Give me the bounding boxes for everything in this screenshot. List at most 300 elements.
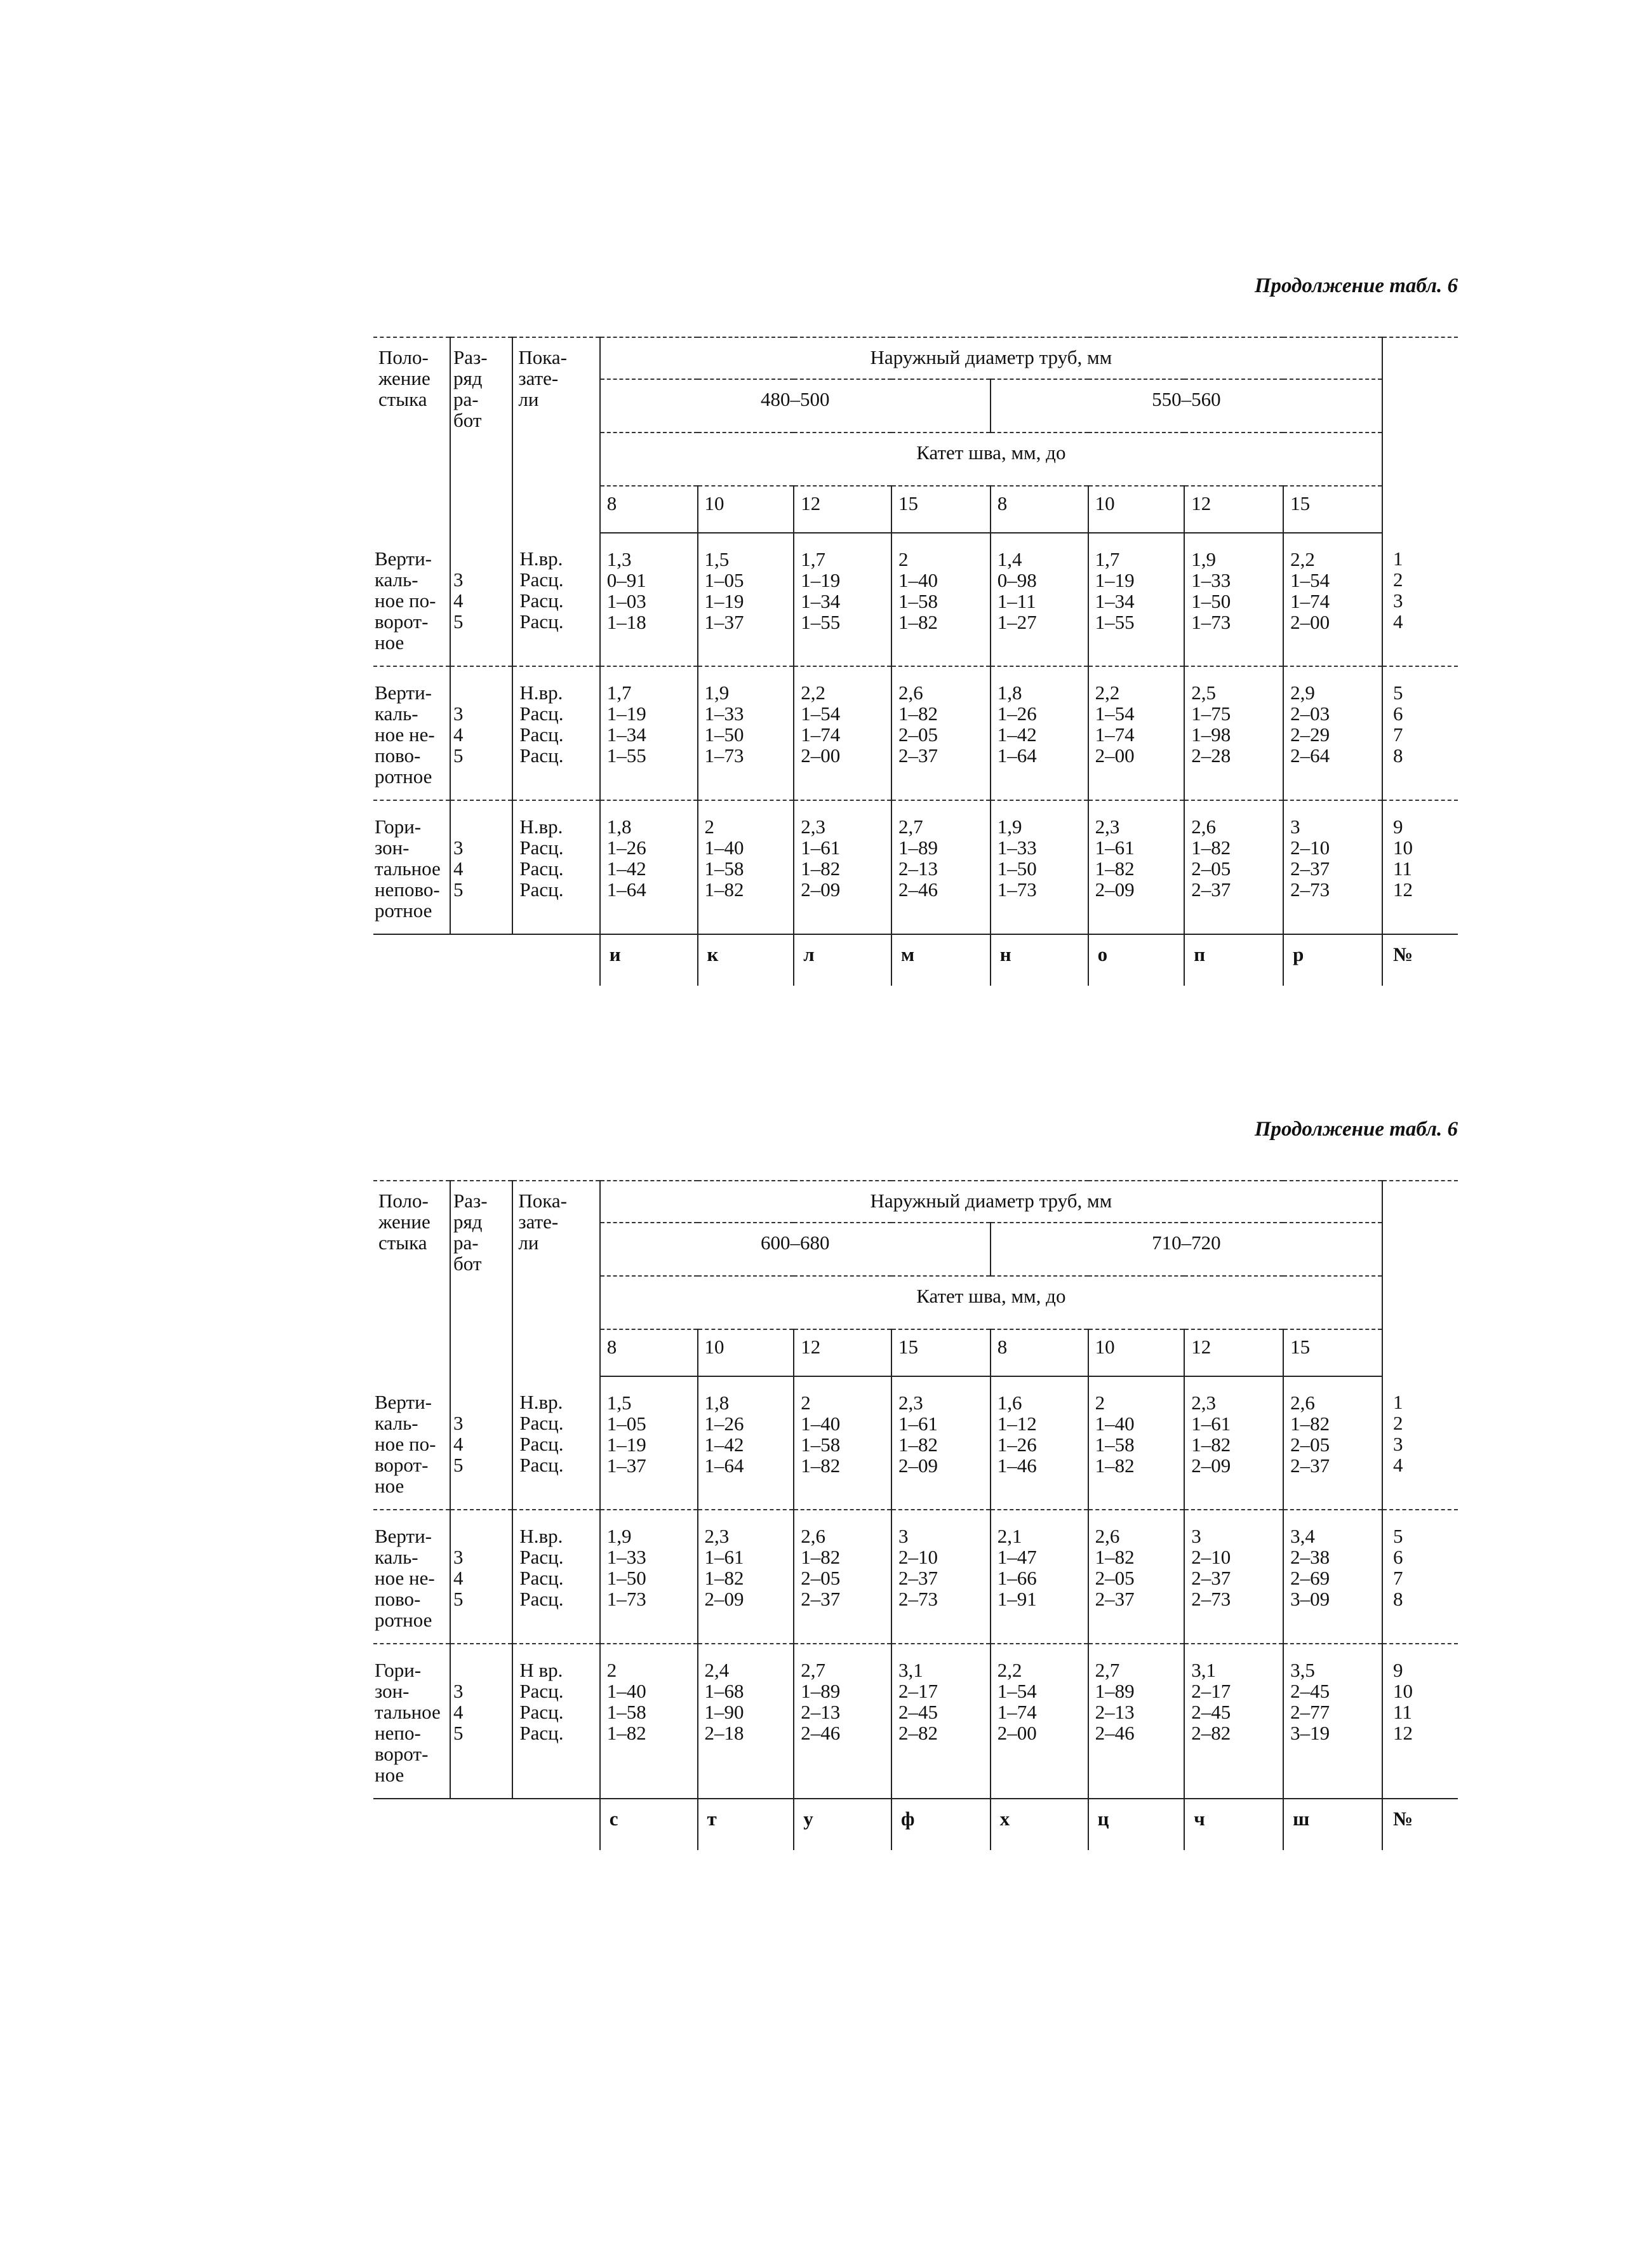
- value-line: 1–58: [606, 1701, 646, 1723]
- katet-value: 12: [794, 486, 891, 533]
- value-line: 1–82: [801, 1546, 841, 1568]
- table-caption: Продолжение табл. 6: [1254, 274, 1458, 297]
- value-line: 2,4: [704, 1659, 730, 1681]
- joint-position: [373, 1376, 450, 1510]
- indicator-line: Расц.: [519, 836, 564, 859]
- position-line: ворот-: [375, 610, 429, 633]
- value-line: 2–18: [704, 1722, 744, 1744]
- table-row: [373, 1644, 1458, 1799]
- value-line: 3: [1191, 1525, 1201, 1547]
- value-cell: [891, 666, 991, 800]
- value-line: 2–45: [1290, 1680, 1330, 1702]
- value-cell: [794, 1644, 891, 1799]
- no-column-header: [1382, 1181, 1458, 1376]
- row-number: 4: [1392, 1454, 1403, 1476]
- row-number: 12: [1392, 878, 1413, 901]
- value-cell: [991, 1644, 1088, 1799]
- value-line: 2–05: [1290, 1433, 1330, 1456]
- value-line: 2–10: [1290, 836, 1330, 859]
- katet-value: 12: [1184, 486, 1283, 533]
- value-line: 1–74: [997, 1701, 1037, 1723]
- norms-table: [373, 337, 1458, 986]
- value-line: 2–00: [801, 744, 841, 767]
- value-line: 2,6: [1290, 1392, 1315, 1414]
- value-cell: [794, 1376, 891, 1510]
- header-line: зате-: [518, 367, 559, 389]
- value-line: 2–17: [1191, 1680, 1231, 1702]
- value-line: 1–19: [801, 569, 841, 591]
- value-line: 1,7: [801, 548, 825, 570]
- position-line: ное по-: [375, 1433, 436, 1455]
- column-letters-row: [373, 1799, 1458, 1850]
- header-line: жение: [378, 367, 430, 389]
- value-line: 1,5: [704, 548, 730, 570]
- value-cell: [991, 800, 1088, 934]
- row-number: 8: [1392, 744, 1403, 767]
- value-line: 1–61: [1191, 1412, 1231, 1435]
- value-line: 2–05: [1191, 857, 1231, 880]
- row-number: 2: [1392, 1412, 1403, 1434]
- worker-grade: [450, 1510, 512, 1644]
- indicator-line: Расц.: [519, 1588, 564, 1610]
- position-line: ротное: [375, 899, 432, 922]
- value-line: 1–91: [997, 1588, 1037, 1610]
- no-column-header: [1382, 337, 1458, 533]
- grade-line: 4: [453, 589, 464, 612]
- katet-value: 8: [600, 486, 698, 533]
- value-line: 1,4: [997, 548, 1022, 570]
- value-line: 3,5: [1290, 1659, 1315, 1681]
- value-line: 2,6: [1095, 1525, 1120, 1547]
- header-line: ра-: [453, 388, 479, 410]
- katet-value: 12: [794, 1329, 891, 1376]
- grade-line: [453, 816, 512, 837]
- value-cell: [600, 1376, 698, 1510]
- position-line: Верти-: [375, 547, 432, 570]
- value-line: 1,9: [1191, 548, 1217, 570]
- header-line: стыка: [378, 1231, 427, 1254]
- value-line: 1–82: [1095, 1546, 1135, 1568]
- value-line: 2: [704, 815, 714, 838]
- value-line: 2,6: [898, 681, 923, 704]
- value-line: 1,9: [704, 681, 730, 704]
- table-row: [373, 1376, 1458, 1510]
- row-numbers: [1382, 1376, 1458, 1510]
- value-line: 1–05: [704, 569, 744, 591]
- row-number: 3: [1392, 1433, 1403, 1455]
- value-line: 1–34: [1095, 590, 1135, 612]
- value-line: 2–73: [1191, 1588, 1231, 1610]
- grade-line: 4: [453, 1567, 464, 1589]
- katet-value: 8: [991, 486, 1088, 533]
- column-letter: к: [698, 934, 794, 986]
- grade-line: 5: [453, 744, 464, 767]
- value-line: 1–82: [1095, 857, 1135, 880]
- value-line: 1–50: [606, 1567, 646, 1589]
- value-line: 1,6: [997, 1392, 1022, 1414]
- indicator-names: [512, 533, 599, 666]
- value-line: 1–40: [801, 1412, 841, 1435]
- grade-line: [453, 1392, 512, 1412]
- katet-value: 10: [1088, 486, 1185, 533]
- value-line: 1,9: [997, 815, 1022, 838]
- col-indicator-header: [512, 1181, 599, 1376]
- worker-grade: [450, 666, 512, 800]
- value-line: 1–26: [606, 836, 646, 859]
- diameter-title: Наружный диаметр труб, мм: [600, 337, 1382, 379]
- indicator-line: Расц.: [519, 878, 564, 901]
- value-line: 2–82: [898, 1722, 938, 1744]
- value-line: 1,3: [606, 548, 632, 570]
- value-line: 1–54: [997, 1680, 1037, 1702]
- header-line: Поло-: [378, 1190, 429, 1212]
- value-line: 1–58: [704, 857, 744, 880]
- value-line: 1–26: [997, 702, 1037, 725]
- value-line: 1–33: [1191, 569, 1231, 591]
- value-line: 2–09: [801, 878, 841, 901]
- indicator-line: Расц.: [519, 610, 564, 633]
- column-letters-row: [373, 934, 1458, 986]
- value-cell: [1088, 800, 1185, 934]
- value-line: 1–61: [1095, 836, 1135, 859]
- value-cell: [891, 1376, 991, 1510]
- value-line: 1–11: [997, 590, 1036, 612]
- value-cell: [1184, 1376, 1283, 1510]
- value-line: 1–40: [1095, 1412, 1135, 1435]
- value-line: 2–45: [898, 1701, 938, 1723]
- row-numbers: [1382, 666, 1458, 800]
- column-letter: ц: [1088, 1799, 1185, 1850]
- value-cell: [1283, 533, 1382, 666]
- value-line: 1–54: [801, 702, 841, 725]
- katet-title: Катет шва, мм, до: [600, 1276, 1382, 1329]
- value-line: 2–73: [1290, 878, 1330, 901]
- value-cell: [600, 800, 698, 934]
- position-line: ное не-: [375, 1567, 435, 1589]
- joint-position: [373, 1644, 450, 1799]
- value-line: 1–05: [606, 1412, 646, 1435]
- indicator-line: Расц.: [519, 1454, 564, 1476]
- value-line: 2–64: [1290, 744, 1330, 767]
- table-row: [373, 533, 1458, 666]
- header-line: ра-: [453, 1231, 479, 1254]
- value-line: 2–05: [1095, 1567, 1135, 1589]
- value-line: 2–17: [898, 1680, 938, 1702]
- value-line: 2–00: [997, 1722, 1037, 1744]
- value-line: 1–40: [606, 1680, 646, 1702]
- joint-position: [373, 533, 450, 666]
- header-line: ряд: [453, 367, 483, 389]
- indicator-names: [512, 666, 599, 800]
- position-line: пово-: [375, 1588, 421, 1610]
- table-row: [373, 1510, 1458, 1644]
- value-cell: [794, 533, 891, 666]
- value-line: 1–42: [997, 723, 1037, 746]
- value-line: 2–37: [1290, 857, 1330, 880]
- header-line: Пока-: [518, 1190, 567, 1212]
- value-line: 1–46: [997, 1454, 1037, 1477]
- value-line: 1,8: [704, 1392, 730, 1414]
- indicator-line: Расц.: [519, 1680, 564, 1702]
- value-cell: [698, 1510, 794, 1644]
- indicator-names: [512, 1644, 599, 1799]
- value-line: 2–10: [1191, 1546, 1231, 1568]
- row-number: 7: [1392, 723, 1403, 746]
- position-line: зон-: [375, 1680, 410, 1702]
- indicator-line: Н.вр.: [519, 815, 563, 838]
- value-line: 1–74: [1290, 590, 1330, 612]
- value-line: 1–73: [1191, 611, 1231, 633]
- header-line: Пока-: [518, 346, 567, 368]
- value-line: 2,2: [801, 681, 825, 704]
- indicator-line: Расц.: [519, 589, 564, 612]
- value-line: 2–37: [801, 1588, 841, 1610]
- value-cell: [1283, 1644, 1382, 1799]
- value-line: 1–64: [606, 878, 646, 901]
- value-cell: [1088, 666, 1185, 800]
- value-line: 1–55: [1095, 611, 1135, 633]
- position-line: Гори-: [375, 815, 422, 838]
- value-line: 2,2: [1290, 548, 1315, 570]
- column-letter: р: [1283, 934, 1382, 986]
- value-cell: [991, 666, 1088, 800]
- indicator-line: Расц.: [519, 1701, 564, 1723]
- value-line: 2,3: [704, 1525, 730, 1547]
- value-line: 2–13: [1095, 1701, 1135, 1723]
- value-line: 1–90: [704, 1701, 744, 1723]
- value-cell: [698, 800, 794, 934]
- position-line: ное по-: [375, 589, 436, 612]
- indicator-line: Расц.: [519, 1433, 564, 1455]
- grade-line: 3: [453, 702, 464, 725]
- row-number: 3: [1392, 589, 1403, 612]
- row-number: 10: [1392, 836, 1413, 859]
- value-line: 0–91: [606, 569, 646, 591]
- worker-grade: [450, 800, 512, 934]
- column-letter: о: [1088, 934, 1185, 986]
- value-line: 1–58: [898, 590, 938, 612]
- value-line: 1–55: [606, 744, 646, 767]
- value-line: 2: [801, 1392, 811, 1414]
- value-line: 1–50: [1191, 590, 1231, 612]
- indicator-line: Н вр.: [519, 1659, 563, 1681]
- grade-line: 5: [453, 878, 464, 901]
- value-line: 2–69: [1290, 1567, 1330, 1589]
- value-line: 1–37: [606, 1454, 646, 1477]
- row-number: 6: [1392, 702, 1403, 725]
- row-number: 2: [1392, 568, 1403, 591]
- worker-grade: [450, 533, 512, 666]
- column-letter: л: [794, 934, 891, 986]
- grade-line: 4: [453, 1701, 464, 1723]
- value-line: 1–34: [606, 723, 646, 746]
- norms-table: [373, 1180, 1458, 1850]
- value-line: 2: [606, 1659, 617, 1681]
- value-line: 2,3: [1095, 815, 1120, 838]
- value-cell: [698, 533, 794, 666]
- column-letter: м: [891, 934, 991, 986]
- column-letter: н: [991, 934, 1088, 986]
- grade-line: 4: [453, 857, 464, 880]
- value-line: 1–03: [606, 590, 646, 612]
- value-line: 3,1: [898, 1659, 923, 1681]
- katet-value: 15: [891, 486, 991, 533]
- katet-value: 12: [1184, 1329, 1283, 1376]
- value-line: 2–37: [1191, 878, 1231, 901]
- value-line: 2–37: [898, 1567, 938, 1589]
- position-line: каль-: [375, 1412, 418, 1434]
- value-line: 1–19: [1095, 569, 1135, 591]
- value-line: 2,6: [1191, 815, 1217, 838]
- value-line: 1–82: [1191, 836, 1231, 859]
- value-line: 1–26: [997, 1433, 1037, 1456]
- value-line: 1–89: [801, 1680, 841, 1702]
- value-cell: [991, 1510, 1088, 1644]
- grade-line: 3: [453, 1680, 464, 1702]
- value-line: 2–73: [898, 1588, 938, 1610]
- value-line: 1–66: [997, 1567, 1037, 1589]
- row-number: 8: [1392, 1588, 1403, 1610]
- column-letter: х: [991, 1799, 1088, 1850]
- value-line: 1–82: [1095, 1454, 1135, 1477]
- column-letter: у: [794, 1799, 891, 1850]
- value-line: 2,7: [1095, 1659, 1120, 1681]
- no-label: №: [1382, 1799, 1458, 1850]
- grade-line: 3: [453, 568, 464, 591]
- value-cell: [1088, 533, 1185, 666]
- value-line: 1–27: [997, 611, 1037, 633]
- header-line: бот: [453, 1252, 482, 1275]
- grade-line: 3: [453, 1546, 464, 1568]
- diameter-title: Наружный диаметр труб, мм: [600, 1181, 1382, 1223]
- header-line: Поло-: [378, 346, 429, 368]
- value-line: 3–19: [1290, 1722, 1330, 1744]
- value-line: 2,2: [997, 1659, 1022, 1681]
- position-line: Верти-: [375, 1525, 432, 1547]
- value-line: 2–09: [704, 1588, 744, 1610]
- value-line: 1–64: [704, 1454, 744, 1477]
- value-line: 1–82: [704, 1567, 744, 1589]
- position-line: ворот-: [375, 1743, 429, 1765]
- col-indicator-header: [512, 337, 599, 533]
- value-line: 1–61: [898, 1412, 938, 1435]
- row-number: 5: [1392, 1525, 1403, 1547]
- value-line: 2,3: [801, 815, 825, 838]
- value-line: 2–09: [1095, 878, 1135, 901]
- value-line: 1–75: [1191, 702, 1231, 725]
- katet-value: 8: [600, 1329, 698, 1376]
- value-line: 1–82: [801, 857, 841, 880]
- value-line: 1–89: [898, 836, 938, 859]
- value-line: 2,3: [898, 1392, 923, 1414]
- value-line: 1–54: [1095, 702, 1135, 725]
- indicator-line: Н.вр.: [519, 1391, 563, 1413]
- value-cell: [600, 1644, 698, 1799]
- value-line: 1–73: [606, 1588, 646, 1610]
- value-cell: [1184, 1510, 1283, 1644]
- value-line: 1,5: [606, 1392, 632, 1414]
- column-letter: п: [1184, 934, 1283, 986]
- position-line: тальное: [375, 1701, 441, 1723]
- value-cell: [600, 533, 698, 666]
- header-line: Раз-: [453, 1190, 488, 1212]
- value-line: 1–26: [704, 1412, 744, 1435]
- diameter-range-a: 600–680: [600, 1223, 991, 1276]
- row-numbers: [1382, 1510, 1458, 1644]
- value-line: 1–37: [704, 611, 744, 633]
- value-line: 1–98: [1191, 723, 1231, 746]
- value-cell: [1184, 1644, 1283, 1799]
- value-line: 1–61: [801, 836, 841, 859]
- header-line: зате-: [518, 1211, 559, 1233]
- value-line: 2–46: [801, 1722, 841, 1744]
- value-line: 2–09: [898, 1454, 938, 1477]
- value-line: 1–33: [997, 836, 1037, 859]
- value-cell: [1184, 666, 1283, 800]
- value-line: 2–00: [1290, 611, 1330, 633]
- value-line: 2–03: [1290, 702, 1330, 725]
- row-number: 1: [1392, 1391, 1403, 1413]
- joint-position: [373, 800, 450, 934]
- value-line: 1–82: [704, 878, 744, 901]
- value-line: 2–37: [1191, 1567, 1231, 1589]
- indicator-line: Н.вр.: [519, 1525, 563, 1547]
- value-line: 1,8: [997, 681, 1022, 704]
- value-line: 1–58: [1095, 1433, 1135, 1456]
- position-line: Верти-: [375, 681, 432, 704]
- position-line: пово-: [375, 744, 421, 767]
- indicator-line: Расц.: [519, 1722, 564, 1744]
- value-line: 2–13: [898, 857, 938, 880]
- katet-value: 15: [1283, 486, 1382, 533]
- position-line: ротное: [375, 1609, 432, 1631]
- value-line: 2–37: [1290, 1454, 1330, 1477]
- table-row: [373, 800, 1458, 934]
- value-line: 1,7: [1095, 548, 1120, 570]
- value-line: 1–19: [704, 590, 744, 612]
- row-number: 6: [1392, 1546, 1403, 1568]
- value-cell: [1283, 666, 1382, 800]
- row-number: 11: [1392, 857, 1412, 880]
- grade-line: 5: [453, 1454, 464, 1476]
- value-cell: [698, 666, 794, 800]
- value-line: 1–82: [898, 611, 938, 633]
- value-line: 1–58: [801, 1433, 841, 1456]
- indicator-line: Расц.: [519, 857, 564, 880]
- table-grid: [373, 1180, 1458, 1850]
- value-line: 2,3: [1191, 1392, 1217, 1414]
- value-cell: [891, 1510, 991, 1644]
- grade-line: 3: [453, 1412, 464, 1434]
- katet-title: Катет шва, мм, до: [600, 433, 1382, 486]
- value-line: 1–47: [997, 1546, 1037, 1568]
- worker-grade: [450, 1644, 512, 1799]
- value-cell: [891, 1644, 991, 1799]
- position-line: тальное: [375, 857, 441, 880]
- value-line: 1–12: [997, 1412, 1037, 1435]
- value-line: 2–10: [898, 1546, 938, 1568]
- header-line: стыка: [378, 388, 427, 410]
- value-line: 1–74: [1095, 723, 1135, 746]
- value-line: 1–61: [704, 1546, 744, 1568]
- indicator-line: Расц.: [519, 1546, 564, 1568]
- grade-line: 5: [453, 610, 464, 633]
- value-line: 2–13: [801, 1701, 841, 1723]
- position-line: зон-: [375, 836, 410, 859]
- value-cell: [1088, 1376, 1185, 1510]
- row-number: 4: [1392, 610, 1403, 633]
- value-line: 2–45: [1191, 1701, 1231, 1723]
